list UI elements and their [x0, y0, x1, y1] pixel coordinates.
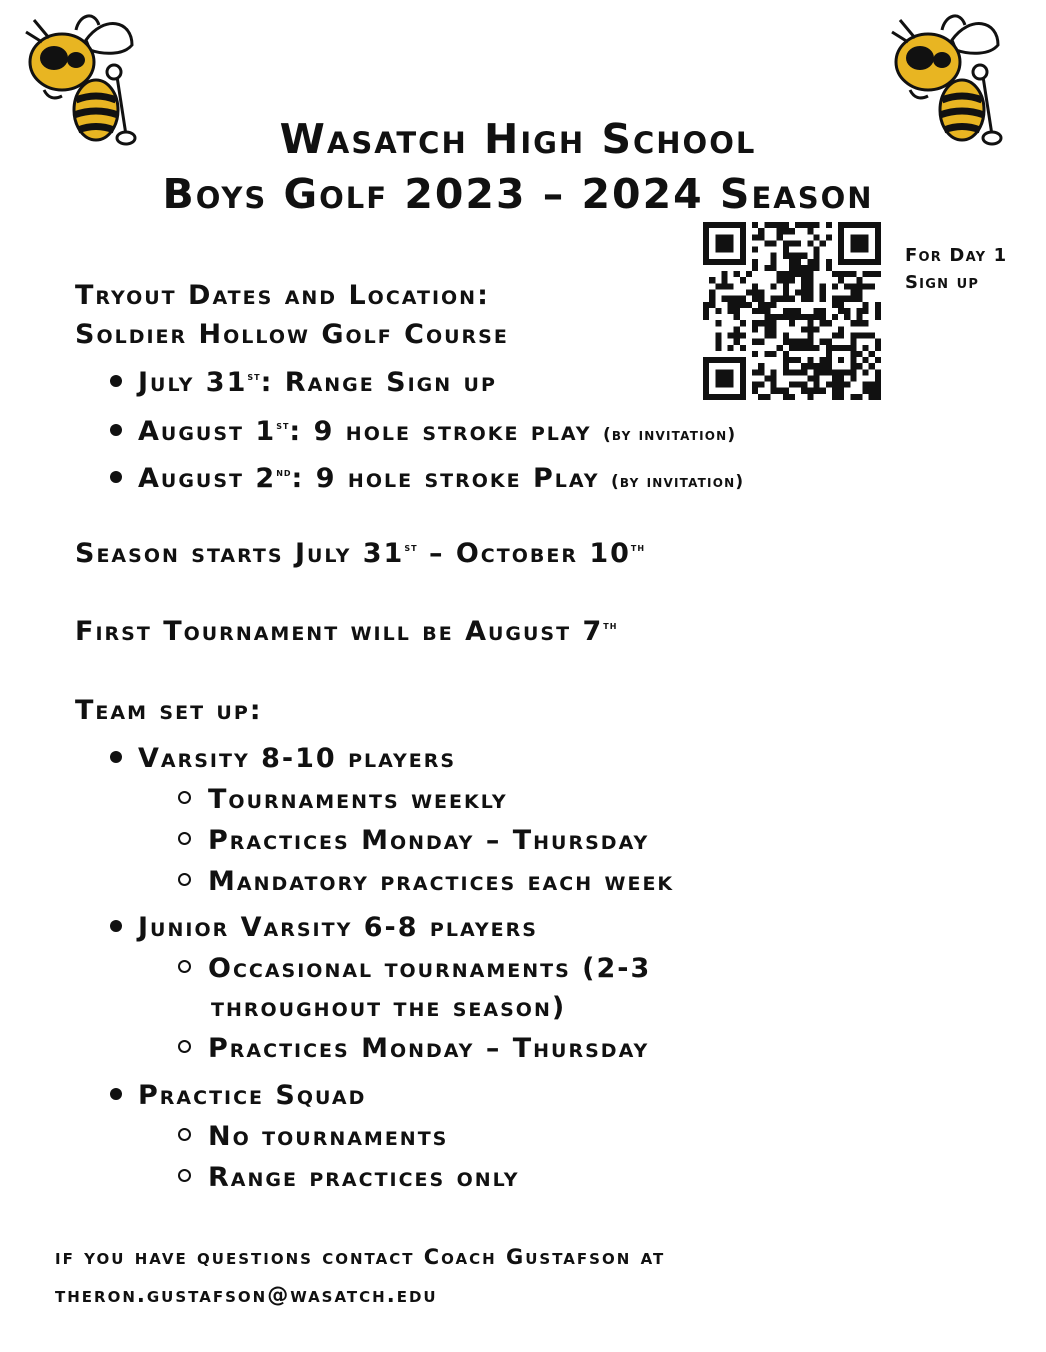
list-item-practice-squad: Practice Squad — [110, 1080, 366, 1111]
season-dates: Season starts July 31st – October 10th — [75, 538, 646, 569]
team-heading: Team set up: — [75, 695, 263, 726]
bullet-icon — [178, 1040, 191, 1053]
list-item: Range practices only — [178, 1162, 520, 1193]
bullet-icon — [178, 873, 191, 886]
bullet-icon — [110, 471, 122, 483]
bullet-icon — [178, 960, 191, 973]
contact-email[interactable]: theron.gustafson@wasatch.edu — [55, 1283, 438, 1307]
qr-code-icon[interactable] — [703, 222, 881, 400]
bullet-icon — [178, 791, 191, 804]
list-item-varsity: Varsity 8-10 players — [110, 743, 456, 774]
bullet-icon — [110, 424, 122, 436]
list-item: August 1st: 9 hole stroke play (by invitation) — [110, 416, 736, 447]
list-item: Practices Monday – Thursday — [178, 1033, 649, 1064]
bullet-icon — [110, 1088, 122, 1100]
bullet-icon — [178, 832, 191, 845]
list-item: Mandatory practices each week — [178, 866, 674, 897]
list-item-junior-varsity: Junior Varsity 6-8 players — [110, 912, 538, 943]
list-item: July 31st: Range Sign up — [110, 367, 497, 398]
bullet-icon — [178, 1128, 191, 1141]
contact-text: if you have questions contact Coach Gustafson at — [55, 1245, 666, 1269]
bullet-icon — [110, 375, 122, 387]
qr-note-line2: Sign up — [905, 272, 980, 293]
tryout-heading: Tryout Dates and Location: — [75, 280, 490, 311]
list-item: August 2nd: 9 hole stroke Play (by invitation) — [110, 463, 744, 494]
bullet-icon — [110, 751, 122, 763]
list-item: Practices Monday – Thursday — [178, 825, 649, 856]
qr-note-line1: For Day 1 — [905, 245, 1008, 266]
list-item: Tournaments weekly — [178, 784, 508, 815]
first-tournament: First Tournament will be August 7th — [75, 616, 618, 647]
page-subtitle: Boys Golf 2023 – 2024 Season — [162, 170, 874, 218]
list-item: Occasional tournaments (2-3 — [178, 953, 651, 984]
bullet-icon — [178, 1169, 191, 1182]
tryout-location: Soldier Hollow Golf Course — [75, 319, 509, 350]
list-item: No tournaments — [178, 1121, 448, 1152]
bullet-icon — [110, 920, 122, 932]
list-item-continued: throughout the season) — [211, 992, 567, 1023]
qr-note — [905, 242, 1007, 296]
page-title: Wasatch High School — [279, 115, 757, 163]
